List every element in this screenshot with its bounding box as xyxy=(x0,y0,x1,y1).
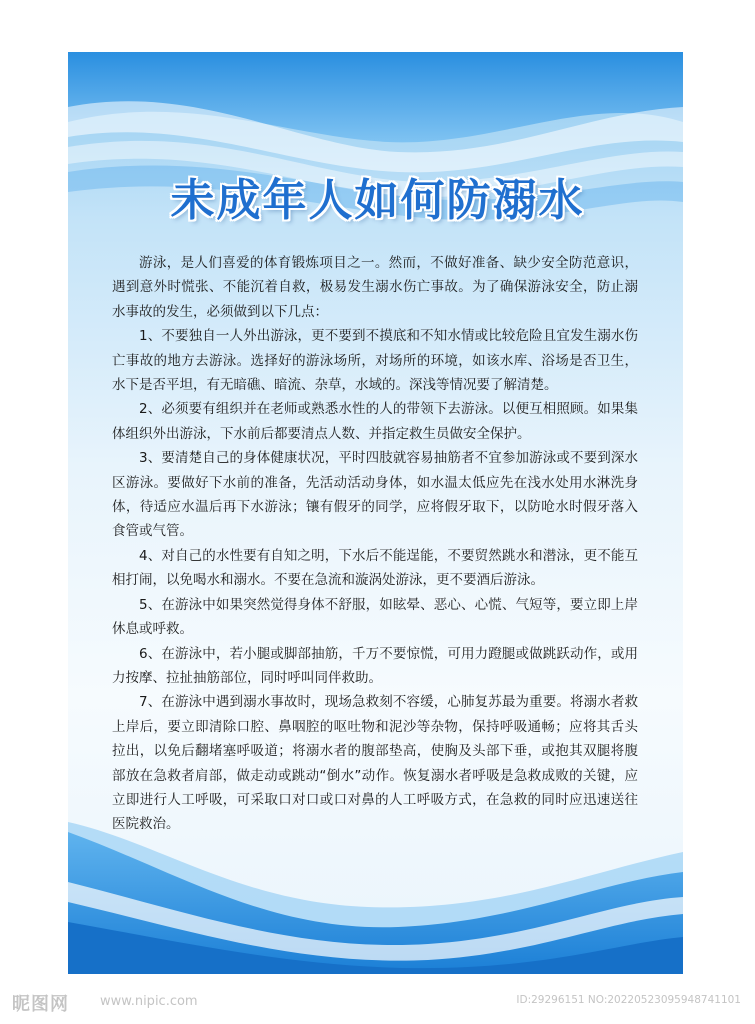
paragraph-intro: 游泳，是人们喜爱的体育锻炼项目之一。然而，不做好准备、缺少安全防范意识，遇到意外时慌张、不能沉着自救，极易发生溺水伤亡事故。为了确保游泳安全，防止溺水事故的发生，必须做到以下几点： xyxy=(112,255,638,320)
paragraph-rule-2: 2、必须要有组织并在老师或熟悉水性的人的带领下去游泳。以便互相照顾。如果集体组织外出游泳，下水前后都要清点人数、并指定救生员做安全保护。 xyxy=(112,401,638,442)
watermark-site: www.nipic.com xyxy=(100,994,198,1009)
paragraph-rule-5: 5、在游泳中如果突然觉得身体不舒服，如眩晕、恶心、心慌、气短等，要立即上岸休息或呼救。 xyxy=(112,596,638,638)
poster-title: 未成年人如何防溺水 xyxy=(170,175,585,226)
paragraph-rule-1: 1、不要独自一人外出游泳，更不要到不摸底和不知水情或比较危险且宜发生溺水伤亡事故的地方去游泳。选择好的游泳场所，对场所的环境，如该水库、浴场是否卫生，水下是否平坦，有无暗礁、暗流、杂草，水域的。深浅等情况要了解清楚。 xyxy=(112,328,638,394)
watermark-bar xyxy=(0,990,755,1024)
watermark-id: ID:29296151 NO:20220523095948741101 xyxy=(516,994,741,1006)
paragraph-rule-7: 7、在游泳中遇到溺水事故时，现场急救刻不容缓，心肺复苏最为重要。将溺水者救上岸后，要立即清除口腔、鼻咽腔的呕吐物和泥沙等杂物，保持呼吸通畅；应将其舌头拉出，以免后翻堵塞呼吸道；将溺水者的腹部垫高，使胸及头部下垂，或抱其双腿将腹部放在急救者肩部，做走动或跳动“倒水”动作。恢复溺水者呼吸是急救成败的关键，应立即进行人工呼吸，可采取口对口或口对鼻的人工呼吸方式，在急救的同时应迅速送往医院救治。 xyxy=(112,694,638,833)
watermark-logo: 昵图网 xyxy=(12,994,69,1015)
paragraph-rule-3: 3、要清楚自己的身体健康状况，平时四肢就容易抽筋者不宜参加游泳或不要到深水区游泳。要做好下水前的准备，先活动活动身体，如水温太低应先在浅水处用水淋洗身体，待适应水温后再下水游泳；镶有假牙的同学，应将假牙取下，以防呛水时假牙落入食管或气管。 xyxy=(112,450,638,540)
paragraph-rule-6: 6、在游泳中，若小腿或脚部抽筋，千万不要惊慌，可用力蹬腿或做跳跃动作，或用力按摩、拉扯抽筋部位，同时呼叫同伴救助。 xyxy=(112,645,638,686)
poster-body xyxy=(112,251,638,837)
paragraph-rule-4: 4、对自己的水性要有自知之明，下水后不能逞能，不要贸然跳水和潜泳，更不能互相打闹，以免喝水和溺水。不要在急流和漩涡处游泳，更不要酒后游泳。 xyxy=(112,547,638,589)
